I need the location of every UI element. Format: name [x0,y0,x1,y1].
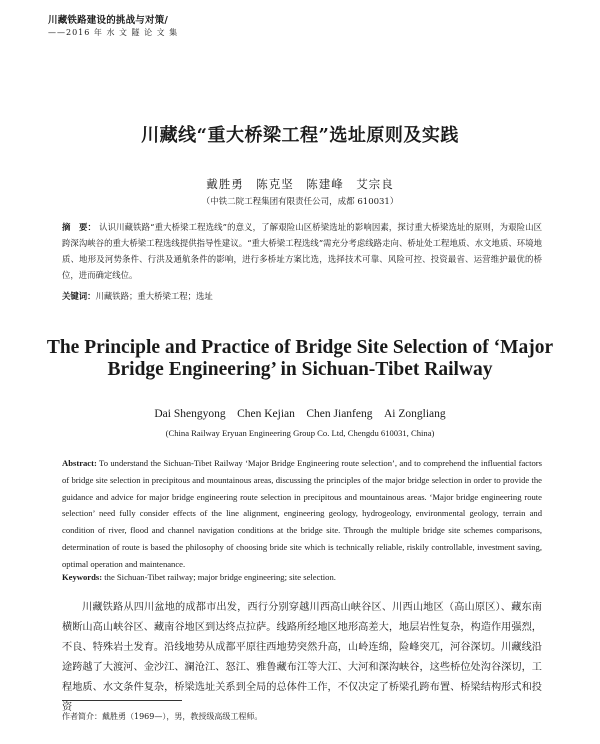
header-book-title: 川藏铁路建设的挑战与对策/ [48,15,169,26]
footnote-author-bio: 作者简介：戴胜勇（1969—），男，教授级高级工程师。 [62,712,263,721]
abstract-cn [62,219,542,283]
running-header [48,12,348,38]
keywords-cn-text: 川藏铁路；重大桥梁工程；选址 [95,291,213,301]
abstract-en [62,455,542,573]
abstract-cn-text: 认识川藏铁路“重大桥梁工程选线”的意义，了解艰险山区桥梁选址的影响因素，探讨重大桥梁选址的原则，为艰险山区跨深沟峡谷的重大桥梁工程选线提供指导性建议。“重大桥梁工程选线”需充分考虑线路走向、桥址处工程地质、水文地质、环境地质、地形及河势条件、行洪及通航条件的影响，进行多桥址方案比选，选择技术可靠、风险可控、投资最省、运营维护最优的桥位，进而确定线位。 [62,222,543,280]
body-paragraph: 川藏铁路从四川盆地的成都市出发，西行分别穿越川西高山峡谷区、川西山地区（高山原区）、藏东南横断山高山峡谷区、藏南谷地区到达终点拉萨。线路所经地区地形高差大，地层岩性复杂，构造作用强烈，不良、特殊岩土发育。沿线地势从成都平原往西地势突然升高，山岭连绵，险峰突兀，河谷深切。川藏线沿途跨越了大渡河、金沙江、澜沧江、怒江、雅鲁藏布江等大江、大河和深沟峡谷，这些桥位处沟谷深切，工程地质、水文条件复杂，桥梁选址关系到全局的总体件工作，不仅决定了桥梁孔跨布置、桥梁结构形式和投资 [62,602,542,713]
paper-title-en: The Principle and Practice of Bridge Site Selection of ‘Major Bridge Engineering’ in Sichuan-Tibet Railway [46,337,554,380]
abstract-cn-label: 摘 要： [62,222,97,232]
affiliation-en: (China Railway Eryuan Engineering Group Co. Ltd, Chengdu 610031, China) [165,428,435,438]
keywords-en [62,572,542,582]
footnote-rule [62,700,182,701]
keywords-en-label: Keywords: [62,572,103,582]
abstract-en-label: Abstract: [62,458,97,468]
keywords-cn-label: 关键词： [62,291,96,301]
authors-en: Dai Shengyong Chen Kejian Chen Jianfeng Ai Zongliang [154,408,446,420]
header-collection: ——2016 年 水 文 隧 论 文 集 [48,28,179,37]
paper-title-cn: 川藏线“重大桥梁工程”选址原则及实践 [141,125,459,146]
abstract-en-text: To understand the Sichuan-Tibet Railway ‘Major Bridge Engineering route selection’, and to comprehend the influential factors of bridge site selection in precipitous and mountainous areas, discussing the principles of the major bridge selection in order to provide the guidance and advice for major bridge engineering route selection in precipitous and mountainous areas. ‘Major bridge engineering route selection’ need fully consider effects of the line alignment, engineering geology, hydrogeology, environmental geology, terrain and condition of river, flood and channel navigation conditions at the bridge site. Through the multiple bridge site schemes comparisons, determination of route is based the philosophy of choosing bride site which is technically reliable, riskily controllable, investment saving, optimal operation and maintenance. [62,458,542,569]
keywords-cn [62,290,542,302]
authors-cn: 戴胜勇 陈克坚 陈建峰 艾宗良 [206,177,394,191]
affiliation-cn: （中铁二院工程集团有限责任公司，成都 610031） [201,197,399,207]
keywords-en-text: the Sichuan-Tibet railway; major bridge engineering; site selection. [102,572,336,582]
